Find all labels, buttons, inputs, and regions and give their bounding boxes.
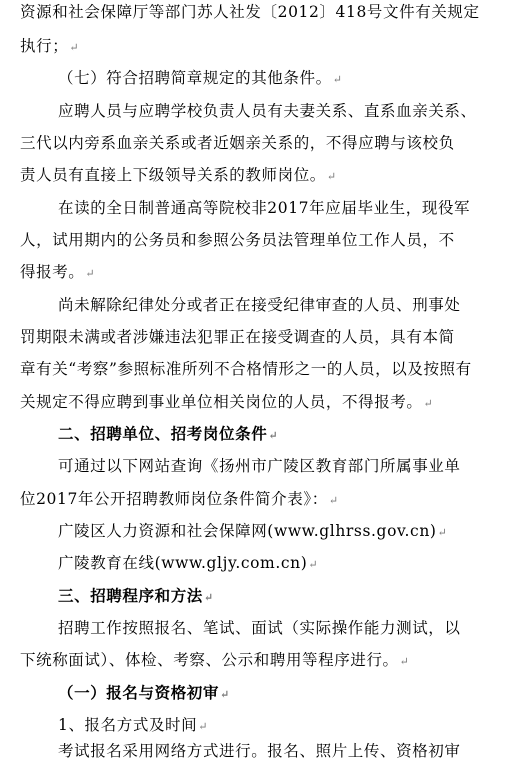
text-line-20: 招聘工作按照报名、笔试、面试（实际操作能力测试，以 (58, 619, 461, 637)
text-line-9: 得报考。↵ (20, 263, 96, 281)
website-hrss: 广陵区人力资源和社会保障网(www.glhrss.gov.cn)↵ (58, 522, 448, 540)
website-gljy: 广陵教育在线(www.gljy.com.cn)↵ (58, 554, 319, 572)
text-line-16: 位2017年公开招聘教师岗位条件简介表》：↵ (20, 490, 339, 508)
text-line-8: 人，试用期内的公务员和参照公务员法管理单位工作人员，不 (20, 231, 455, 249)
text-line-4: 应聘人员与应聘学校负责人员有夫妻关系、直系血亲关系、 (58, 102, 477, 120)
subsection-item-1: 1、报名方式及时间↵ (58, 716, 209, 734)
text-line-6: 责人员有直接上下级领导关系的教师岗位。↵ (20, 166, 337, 184)
section-heading-2: 二、招聘单位、招考岗位条件↵ (58, 424, 279, 443)
text-line-24: 考试报名采用网络方式进行。报名、照片上传、资格初审 (58, 742, 461, 760)
text-line-7: 在读的全日制普通高等院校非2017年应届毕业生，现役军 (58, 199, 471, 217)
text-line-12: 章有关“考察”参照标准所列不合格情形之一的人员，以及按照有 (20, 360, 472, 378)
text-line-11: 罚期限未满或者涉嫌违法犯罪正在接受调查的人员，具有本简 (20, 328, 455, 346)
text-line-10: 尚未解除纪律处分或者正在接受纪律审查的人员、刑事处 (58, 296, 461, 314)
text-line-1: 资源和社会保障厅等部门苏人社发〔2012〕418号文件有关规定 (20, 3, 480, 21)
text-line-15: 可通过以下网站查询《扬州市广陵区教育部门所属事业单 (58, 457, 461, 475)
text-line-2: 执行；↵ (20, 37, 80, 55)
subsection-heading-1: （一）报名与资格初审↵ (58, 683, 230, 702)
text-line-5: 三代以内旁系血亲关系或者近姻亲关系的，不得应聘与该校负 (20, 134, 455, 152)
text-line-13: 关规定不得应聘到事业单位相关岗位的人员，不得报考。↵ (20, 393, 434, 411)
clause-7: （七）符合招聘简章规定的其他条件。↵ (58, 69, 343, 87)
text-line-21: 下统称面试）、体检、考察、公示和聘用等程序进行。↵ (20, 651, 410, 669)
section-heading-3: 三、招聘程序和方法↵ (58, 586, 214, 605)
